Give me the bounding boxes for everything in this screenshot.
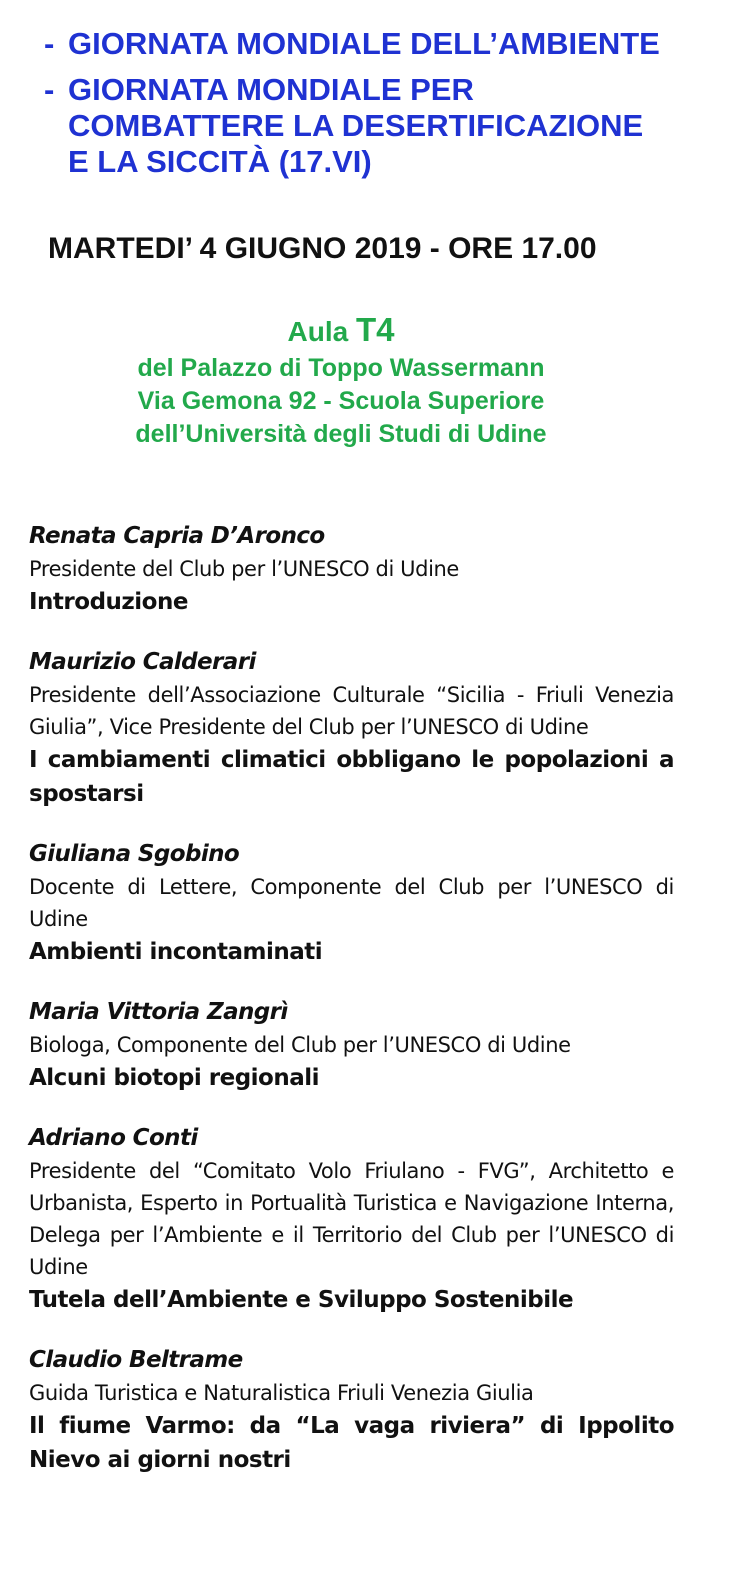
speaker-name: Maria Vittoria Zangrì <box>29 999 288 1025</box>
speaker-talk-title: Alcuni biotopi regionali <box>29 1065 320 1091</box>
venue-room-prefix: Aula <box>287 316 356 347</box>
speaker-entry <box>29 1121 674 1317</box>
headline-line: COMBATTERE LA DESERTIFICAZIONE <box>68 108 644 143</box>
speaker-entry <box>29 837 674 969</box>
speaker-talk-title: Tutela dell’Ambiente e Sviluppo Sostenibile <box>29 1287 574 1313</box>
headline-item <box>44 26 724 62</box>
headline-text <box>68 26 724 62</box>
speaker-talk-title: Introduzione <box>29 589 188 615</box>
speaker-talk-title: I cambiamenti climatici obbligano le popolazioni a spostarsi <box>29 747 674 807</box>
speaker-name: Claudio Beltrame <box>29 1347 243 1373</box>
speaker-entry <box>29 995 674 1095</box>
speaker-role: Guida Turistica e Naturalistica Friuli Venezia Giulia <box>29 1381 534 1405</box>
headline-text <box>68 72 724 180</box>
event-date-time: MARTEDI’ 4 GIUGNO 2019 - ORE 17.00 <box>48 232 597 265</box>
headline-dash: - <box>44 72 55 107</box>
venue-building: del Palazzo di Toppo Wassermann <box>137 354 545 382</box>
speaker-role: Presidente del Club per l’UNESCO di Udine <box>29 557 459 581</box>
venue-room <box>0 310 682 352</box>
headline-line: GIORNATA MONDIALE PER <box>68 72 474 107</box>
event-headlines <box>44 26 724 190</box>
speaker-role: Presidente del “Comitato Volo Friulano - FVG”, Architetto e Urbanista, Esperto in Portualità Turistica e Navigazione Interna, Delega per l’Ambiente e il Territorio del Club per l’UNESCO di Udine <box>29 1159 674 1279</box>
speaker-entry <box>29 1343 674 1477</box>
headline-item <box>44 72 724 180</box>
speaker-name: Giuliana Sgobino <box>29 841 240 867</box>
speaker-talk-title: Ambienti incontaminati <box>29 939 323 965</box>
speaker-entry <box>29 645 674 811</box>
venue-address: Via Gemona 92 - Scuola Superiore <box>137 387 545 415</box>
speaker-role: Docente di Lettere, Componente del Club per l’UNESCO di Udine <box>29 875 674 931</box>
venue-block <box>0 310 682 451</box>
headline-dash: - <box>44 26 55 61</box>
speaker-role: Presidente dell’Associazione Culturale “Sicilia - Friuli Venezia Giulia”, Vice Presidente del Club per l’UNESCO di Udine <box>29 683 674 739</box>
headline-line: E LA SICCITÀ (17.VI) <box>68 144 372 179</box>
speaker-role: Biologa, Componente del Club per l’UNESCO di Udine <box>29 1033 571 1057</box>
speakers-list <box>29 519 674 1503</box>
venue-room-code: T4 <box>355 311 395 348</box>
speaker-name: Renata Capria D’Aronco <box>29 523 325 549</box>
speaker-entry <box>29 519 674 619</box>
headline-line: GIORNATA MONDIALE DELL’AMBIENTE <box>68 26 660 61</box>
speaker-name: Adriano Conti <box>29 1125 198 1151</box>
venue-institution: dell’Università degli Studi di Udine <box>135 420 547 448</box>
speaker-talk-title: Il fiume Varmo: da “La vaga riviera” di Ippolito Nievo ai giorni nostri <box>29 1413 674 1473</box>
speaker-name: Maurizio Calderari <box>29 649 256 675</box>
